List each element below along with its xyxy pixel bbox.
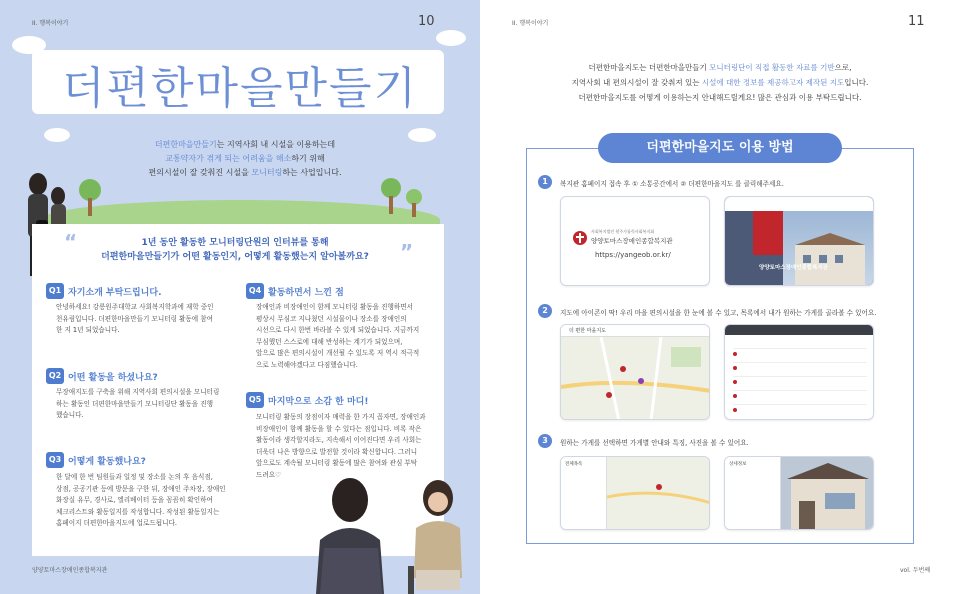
answer-line: 천유림입니다. 더편한마을만들기 모니터링 활동에 참여 [56,314,213,323]
question-badge: Q4 [246,283,264,299]
store-map-view [607,457,710,530]
step-number: 1 [538,175,552,189]
page-number: 11 [908,14,925,29]
right-page [480,0,960,594]
question-badge: Q1 [46,283,64,299]
intro-text-part: 더편한마을지도는 더편한마을만들기 [588,63,710,72]
intro-highlight: 모니터링 [251,168,283,177]
page-title: 더편한마을만들기 [61,63,419,114]
answer-line: 무심했던 스스로에 대해 반성하는 계기가 되었으며, [256,337,403,346]
cloud-decoration [408,128,436,142]
intro-text [100,138,390,180]
answer-line: 상점, 공공기관 등에 방문을 구한 뒤, 장애인 주차장, 장애인 [56,484,226,493]
step-number: 2 [538,304,552,318]
answer-text [56,302,236,337]
map-header [561,325,710,337]
intro-highlight: 교통약자가 겪게 되는 어려움을 해소 [165,154,292,163]
homepage-menu-screenshot [724,196,874,286]
list-row [733,355,867,363]
answer-line: 했습니다. [56,411,84,419]
answer-line: 화장실 유무, 경사로, 엘리베이터 등을 꼼꼼히 확인하여 [56,496,213,504]
question-title: 마지막으로 소감 한 마디! [268,397,369,407]
answer-line: 앞으로도 계속될 모니터링 활동에 많은 참여와 관심 부탁 [256,459,418,467]
answer-line: 한 달에 한 번 팀원들과 일정 및 장소를 논의 후 음식점, [56,473,213,481]
tree-icon [378,176,404,216]
step-text: 원하는 가게를 선택하면 가게별 안내와 특징, 사진을 볼 수 있어요. [560,439,749,447]
step-text: 복지관 홈페이지 접속 후 ① 소통공간에서 ② 더편한마을지도 를 클릭해주세요. [560,180,784,188]
tree-icon [76,178,104,218]
list-row [733,341,867,349]
intro-text-part: 지역사회 내 편의시설이 잘 갖춰져 있는 [571,78,702,87]
answer-line: 체크리스트와 활동일지를 작성합니다. 작성된 활동일지는 [56,507,220,516]
answer-line: 더욱더 나은 방향으로 발전할 것이라 확신합니다. 그러니 [256,447,418,456]
close-quote-icon: ” [400,240,414,264]
cloud-decoration [44,128,70,142]
intro-text-part: 하기 위해 [291,154,325,163]
store-photo [781,457,874,530]
answer-line: 으로 노력해야겠다고 다짐했습니다. [256,360,358,369]
panel-title: 전체목록 [565,462,583,467]
step-text: 지도에 아이콘이 딱! 우리 마을 편의시설을 한 눈에 볼 수 있고, 목록에서 내가 원하는 가게를 골라볼 수 있어요. [560,309,877,317]
intro-text-part: 입니다. [844,78,869,87]
list-row [733,383,867,391]
question-badge: Q3 [46,452,64,468]
answer-line: 장애인과 비장애인이 함께 모니터링 활동을 진행하면서 [256,303,413,311]
store-map-screenshot [560,456,710,530]
list-row [733,397,867,405]
quote-line: 더편한마을만들기가 어떤 활동인지, 어떻게 활동했는지 알아볼까요? [101,252,369,262]
intro-highlight: 모니터링단이 직접 활동한 자료를 기반 [709,63,835,72]
question-title: 어떤 활동을 하셨나요? [68,373,158,383]
homepage-screenshot [560,196,710,286]
intro-text-part: 편의시설이 잘 갖춰진 시설을 [148,168,252,177]
intro-text-part: 하는 사업입니다. [282,168,342,177]
answer-line: 비장애인이 함께 활동을 할 수 있다는 점입니다. 비록 작은 [256,424,422,433]
answer-line: 앞으로 많은 편의시설이 개선될 수 있도록 저 역시 적극적 [256,349,420,357]
intro-text-part: 는 지역사회 내 시설을 이용하는데 [216,140,336,149]
org-name: 양양토마스장애인종합복지관 [591,237,673,245]
intro-highlight: 시설에 대한 정보를 제공하고자 제작된 지도 [701,78,845,87]
site-banner-text: 양양토마스장애인종합복지관 [759,265,829,271]
answer-text [56,472,236,530]
question-badge: Q5 [246,392,264,408]
footer-text: 양양토마스장애인종합복지관 [32,567,108,574]
map-intro-text [520,60,920,105]
page-number: 10 [418,14,435,29]
detail-title: 상세정보 [729,462,747,467]
section-tag: II. 행복이야기 [512,20,549,27]
answer-text [256,302,442,371]
org-subtitle: 사회복지법인 원주가톨릭사회복지회 [591,229,655,234]
answer-line: 무장애지도를 구축을 위해 지역사회 편의시설을 모니터링 [56,388,220,396]
answer-text [56,387,236,422]
cloud-decoration [436,30,466,46]
map-view [561,337,710,420]
open-quote-icon: “ [64,230,78,254]
answer-line: 홈페이지 더편한마을지도에 업로드됩니다. [56,519,177,527]
answer-line: 평상시 무심코 지나쳤던 시설물이나 장소를 장애인의 [256,314,407,323]
list-header [725,325,874,335]
footer-text: vol. 두번째 [900,567,931,574]
answer-line: 하는 활동인 더편한마을만들기 모니터링단 활동을 진행 [56,399,213,408]
building-photo [795,233,865,286]
menu-dropdown [753,211,783,255]
question-title: 활동하면서 느낀 점 [268,288,344,298]
tree-icon [404,188,424,218]
question-title: 자기소개 부탁드립니다. [68,288,162,298]
question-title: 어떻게 활동했나요? [68,457,146,467]
step-number: 3 [538,434,552,448]
homepage-url: https://yangeob.or.kr/ [595,251,671,259]
interview-photo [298,470,480,594]
intro-highlight: 더편한마을만들기 [154,140,217,149]
store-detail-screenshot [724,456,874,530]
map-header-title: 더 편한 마을지도 [569,328,606,334]
detail-panel [725,457,781,530]
intro-text-part: 으로, [834,63,852,72]
site-header [725,197,874,211]
quote-line: 1년 동안 활동한 모니터링단원의 인터뷰를 통해 [141,238,329,248]
map-screenshot [560,324,710,420]
answer-line: 드려요♡ [256,470,282,479]
store-list-panel [561,457,607,530]
answer-line: 한 지 1년 되었습니다. [56,326,120,334]
facility-list-screenshot [724,324,874,420]
section-tag: II. 행복이야기 [32,20,69,27]
answer-line: 안녕하세요! 강릉원주대학교 사회복지학과에 재학 중인 [56,303,214,311]
answer-line: 시선으로 다시 한번 바라볼 수 있게 되었습니다. 지금까지 [256,326,420,334]
list-row [733,369,867,377]
answer-line: 모니터링 활동의 장점이자 매력을 한 가지 꼽자면, 장애인과 [256,413,426,421]
guide-title: 더편한마을지도 이용 방법 [598,133,842,163]
cross-logo-icon [573,231,587,245]
answer-line: 활동이라 생각할지라도, 지속해서 이어진다면 우리 사회는 [256,436,422,444]
list-dot-icon [733,408,737,412]
intro-line: 더편한마을지도를 어떻게 이용하는지 안내해드릴게요! 많은 관심과 이용 부탁드립니다. [578,93,862,102]
interview-quote [60,236,410,264]
question-badge: Q2 [46,368,64,384]
